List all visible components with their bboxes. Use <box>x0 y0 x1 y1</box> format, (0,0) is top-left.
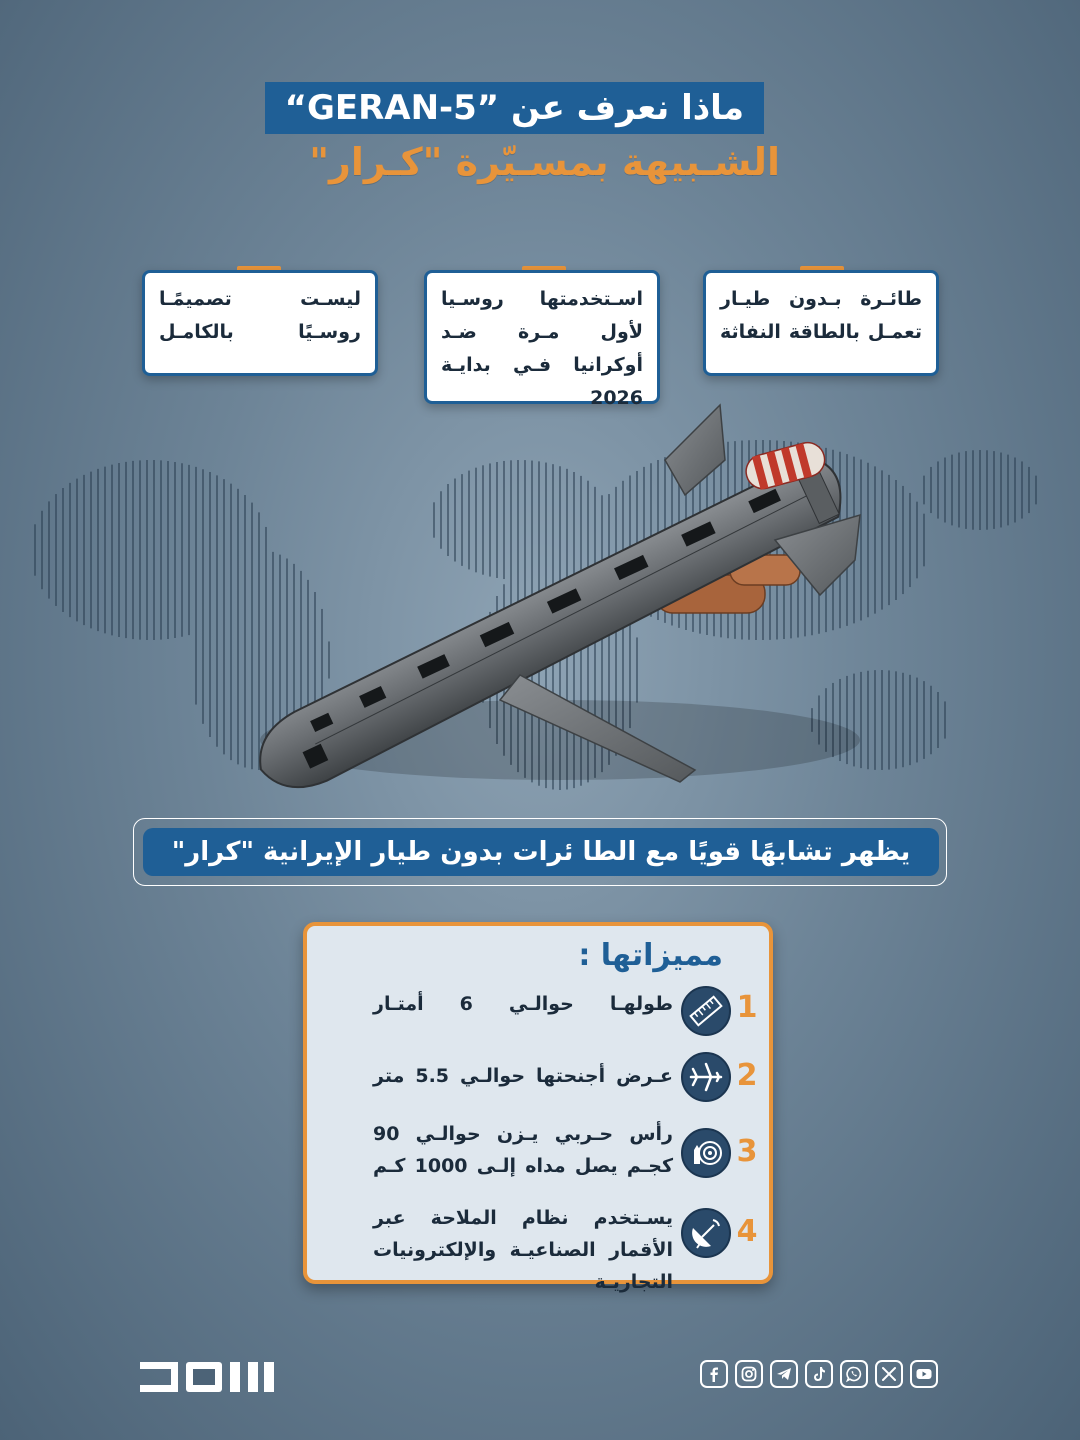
page-subtitle: الشـبيهة بمسـيّرة "كـرار" <box>309 140 780 184</box>
feature-text-warhead: رأس حـربي يـزن حوالـي 90 كجـم يصل مداه إلـى 1000 كـم <box>373 1123 673 1177</box>
youtube-icon[interactable] <box>910 1360 938 1388</box>
ruler-icon <box>681 986 731 1036</box>
target-missile-icon <box>681 1128 731 1178</box>
social-icons <box>700 1360 938 1394</box>
x-icon[interactable] <box>875 1360 903 1388</box>
feature-text-navigation: يسـتخدم نظام الملاحة عبر الأقمار الصناعيـة والإلكترونيات التجاريـة <box>373 1207 673 1293</box>
drone-image <box>200 400 900 800</box>
feature-number: 1 <box>736 990 758 1025</box>
page-title: ماذا نعرف عن ”GERAN-5“ <box>265 82 764 134</box>
brand-logo <box>140 1360 275 1394</box>
features-heading: مميزاتها : <box>578 938 723 973</box>
fact-card-jet-powered <box>703 270 939 376</box>
satellite-dish-icon <box>681 1208 731 1258</box>
feature-number: 2 <box>736 1058 758 1093</box>
feature-number: 4 <box>736 1214 758 1249</box>
fact-card-text: اسـتخدمتها روسـيا لأول مـرة ضـد أوكرانيا فـي بدايـة 2026 <box>441 288 643 409</box>
instagram-icon[interactable] <box>735 1360 763 1388</box>
fact-card-text: ليسـت تصميمًـا روسـيًا بالكامـل <box>159 288 361 343</box>
whatsapp-icon[interactable] <box>840 1360 868 1388</box>
feature-text-wingspan: عـرض أجنحتها حوالـي 5.5 متر <box>373 1065 673 1087</box>
telegram-icon[interactable] <box>770 1360 798 1388</box>
features-panel <box>303 922 773 1293</box>
aircraft-icon <box>681 1052 731 1102</box>
fact-card-design-origin <box>142 270 378 376</box>
fact-card-first-use <box>424 270 660 409</box>
facebook-icon[interactable] <box>700 1360 728 1388</box>
feature-text-length: طولهـا حوالـي 6 أمتـار <box>373 993 673 1015</box>
feature-number: 3 <box>736 1134 758 1169</box>
fact-card-text: طائـرة بـدون طيـار تعمـل بالطاقة النفاثة <box>720 288 922 343</box>
tiktok-icon[interactable] <box>805 1360 833 1388</box>
similarity-banner: يظهر تشابهًا قويًا مع الطا ئرات بدون طيار الإيرانية "كرار" <box>143 828 939 876</box>
